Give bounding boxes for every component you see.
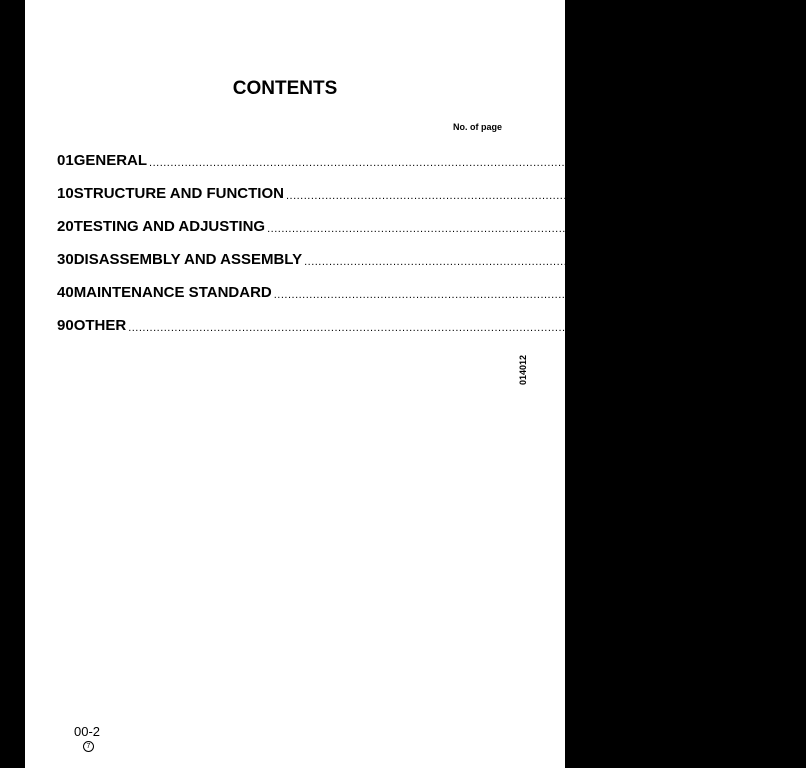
toc-section-title: GENERAL: [73, 152, 148, 169]
page-number-column-header: No. of page: [453, 122, 502, 132]
revision-mark: 7: [83, 741, 94, 752]
dot-leader: ........................................................................................................................................: [128, 321, 612, 334]
dot-leader: ........................................................................................................................................: [149, 156, 633, 169]
toc-section-title: STRUCTURE AND FUNCTION: [73, 185, 284, 202]
dot-leader: ........................................................................................................................................: [304, 255, 788, 268]
toc-entry[interactable]: [57, 309, 631, 342]
toc-section-number: 30: [57, 251, 74, 268]
toc-section-title: MAINTENANCE STANDARD: [73, 284, 272, 301]
toc-entry[interactable]: [57, 210, 770, 243]
toc-page-number: 20-1: [754, 217, 770, 240]
toc-section-title: OTHER: [73, 317, 127, 334]
toc-section-title: DISASSEMBLY AND ASSEMBLY: [73, 251, 303, 268]
document-page: [25, 0, 806, 768]
toc-entry[interactable]: [57, 144, 652, 177]
toc-entry[interactable]: [57, 276, 776, 309]
dot-leader: ........................................................................................................................................: [285, 189, 770, 202]
table-of-contents: [57, 144, 806, 342]
toc-section-title: TESTING AND ADJUSTING: [73, 218, 266, 235]
toc-page-number: 30-1: [791, 250, 806, 273]
toc-entry[interactable]: [57, 243, 806, 276]
page-title: CONTENTS: [232, 78, 338, 99]
toc-section-number: 90: [57, 317, 74, 334]
toc-section-number: 01: [57, 152, 74, 169]
toc-section-number: 20: [57, 218, 74, 235]
footer-page-number: 00-2: [74, 724, 101, 739]
toc-page-number: 10-1: [773, 184, 789, 207]
dot-leader: ........................................................................................................................................: [273, 288, 758, 301]
toc-entry[interactable]: [57, 177, 789, 210]
toc-section-number: 40: [57, 284, 74, 301]
toc-section-number: 10: [57, 185, 74, 202]
dot-leader: ........................................................................................................................................: [267, 222, 751, 235]
toc-page-number: 90-1: [615, 316, 631, 339]
toc-page-number: 01-1: [636, 151, 652, 174]
toc-page-number: 40-1: [761, 283, 776, 306]
document-code: 014012: [518, 354, 528, 385]
